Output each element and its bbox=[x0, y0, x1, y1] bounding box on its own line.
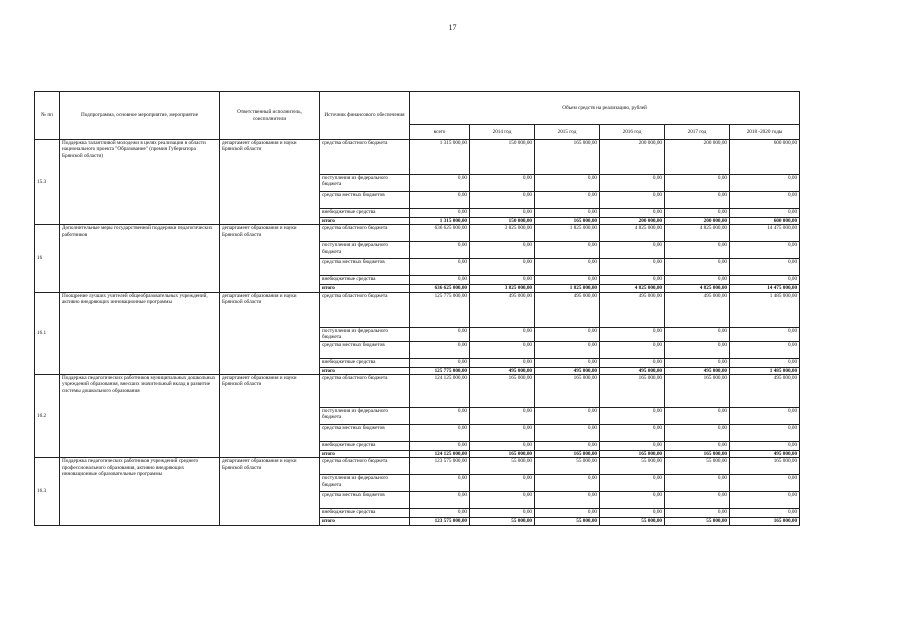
amount-cell: 0,00 bbox=[730, 341, 800, 358]
amount-cell: 0,00 bbox=[600, 276, 665, 285]
amount-cell: 0,00 bbox=[665, 341, 730, 358]
funding-source: поступления из федерального бюджета bbox=[320, 327, 410, 341]
amount-cell: 0,00 bbox=[730, 192, 800, 209]
amount-cell: 0,00 bbox=[665, 492, 730, 509]
funding-source: средства местных бюджетов bbox=[320, 259, 410, 276]
amount-cell: 14 475 000,00 bbox=[730, 285, 800, 292]
amount-cell: 0,00 bbox=[410, 475, 470, 492]
amount-cell: 55 000,00 bbox=[470, 518, 535, 525]
amount-cell: 3 825 000,00 bbox=[470, 285, 535, 292]
amount-cell: 165 000,00 bbox=[470, 375, 535, 408]
amount-cell: 0,00 bbox=[600, 408, 665, 425]
amount-cell: 55 000,00 bbox=[535, 458, 600, 475]
amount-cell: 1 485 000,00 bbox=[730, 367, 800, 374]
amount-cell: 165 000,00 bbox=[470, 451, 535, 458]
header-executor: Ответственный исполнитель, соисполнители bbox=[220, 92, 320, 140]
amount-cell: 495 000,00 bbox=[535, 367, 600, 374]
executor: департамент образования и науки Брянской области bbox=[220, 225, 320, 292]
amount-cell: 0,00 bbox=[600, 327, 665, 341]
amount-cell: 0,00 bbox=[730, 509, 800, 518]
amount-cell: 0,00 bbox=[410, 259, 470, 276]
amount-cell: 124 125 000,00 bbox=[410, 451, 470, 458]
funding-source: итого bbox=[320, 451, 410, 458]
amount-cell: 0,00 bbox=[600, 425, 665, 442]
amount-cell: 4 825 000,00 bbox=[600, 285, 665, 292]
table-row bbox=[35, 458, 800, 475]
amount-cell: 0,00 bbox=[410, 425, 470, 442]
amount-cell: 0,00 bbox=[410, 509, 470, 518]
amount-cell: 200 000,00 bbox=[665, 140, 730, 175]
amount-cell: 4 825 000,00 bbox=[665, 225, 730, 242]
amount-cell: 0,00 bbox=[470, 358, 535, 367]
amount-cell: 0,00 bbox=[730, 242, 800, 259]
amount-cell: 1 825 000,00 bbox=[535, 225, 600, 242]
amount-cell: 0,00 bbox=[665, 259, 730, 276]
header-num: № пп bbox=[35, 92, 60, 140]
amount-cell: 0,00 bbox=[665, 209, 730, 218]
amount-cell: 0,00 bbox=[535, 475, 600, 492]
amount-cell: 0,00 bbox=[665, 327, 730, 341]
amount-cell: 0,00 bbox=[730, 492, 800, 509]
header-year-2018-2020: 2018 -2020 годы bbox=[730, 125, 800, 140]
amount-cell: 150 000,00 bbox=[470, 140, 535, 175]
amount-cell: 0,00 bbox=[410, 327, 470, 341]
amount-cell: 125 775 000,00 bbox=[410, 367, 470, 374]
amount-cell: 200 000,00 bbox=[600, 140, 665, 175]
row-number: 16.1 bbox=[35, 292, 60, 374]
amount-cell: 495 000,00 bbox=[535, 292, 600, 327]
amount-cell: 0,00 bbox=[410, 492, 470, 509]
page-number: 17 bbox=[448, 23, 457, 32]
amount-cell: 165 000,00 bbox=[730, 518, 800, 525]
amount-cell: 495 000,00 bbox=[600, 292, 665, 327]
funding-source: итого bbox=[320, 367, 410, 374]
amount-cell: 0,00 bbox=[410, 442, 470, 451]
amount-cell: 495 000,00 bbox=[665, 367, 730, 374]
funding-source: итого bbox=[320, 518, 410, 525]
program-title: Дополнительные меры государственной поддержки педагогических работников bbox=[60, 225, 220, 292]
header-year-2017: 2017 год bbox=[665, 125, 730, 140]
amount-cell: 165 000,00 bbox=[535, 375, 600, 408]
executor: департамент образования и науки Брянской области bbox=[220, 140, 320, 225]
program-title: Поддержка талантливой молодежи в целях реализации в области национального проекта "Образование" (премия Губернатора Брянской области) bbox=[60, 140, 220, 225]
header-source: Источник финансового обеспечения bbox=[320, 92, 410, 140]
row-number: 16.2 bbox=[35, 375, 60, 458]
funding-source: поступления из федерального бюджета bbox=[320, 408, 410, 425]
row-number: 15.3 bbox=[35, 140, 60, 225]
amount-cell: 165 000,00 bbox=[600, 451, 665, 458]
amount-cell: 0,00 bbox=[470, 259, 535, 276]
amount-cell: 636 625 000,00 bbox=[410, 285, 470, 292]
amount-cell: 636 625 000,00 bbox=[410, 225, 470, 242]
table-body bbox=[35, 140, 800, 526]
amount-cell: 165 000,00 bbox=[730, 458, 800, 475]
amount-cell: 0,00 bbox=[730, 475, 800, 492]
amount-cell: 0,00 bbox=[470, 475, 535, 492]
program-title: Поддержка педагогических работников муниципальных дошкольных учреждений образования, внесших значительный вклад в развитие системы дошкольного образования bbox=[60, 375, 220, 458]
amount-cell: 55 000,00 bbox=[600, 518, 665, 525]
amount-cell: 4 825 000,00 bbox=[600, 225, 665, 242]
amount-cell: 200 000,00 bbox=[600, 218, 665, 225]
amount-cell: 0,00 bbox=[535, 341, 600, 358]
amount-cell: 0,00 bbox=[665, 442, 730, 451]
amount-cell: 0,00 bbox=[470, 341, 535, 358]
amount-cell: 0,00 bbox=[535, 509, 600, 518]
amount-cell: 14 475 000,00 bbox=[730, 225, 800, 242]
funding-source: средства областного бюджета bbox=[320, 375, 410, 408]
amount-cell: 0,00 bbox=[665, 175, 730, 192]
amount-cell: 0,00 bbox=[410, 276, 470, 285]
amount-cell: 0,00 bbox=[470, 492, 535, 509]
amount-cell: 0,00 bbox=[410, 242, 470, 259]
amount-cell: 0,00 bbox=[730, 442, 800, 451]
amount-cell: 55 000,00 bbox=[535, 518, 600, 525]
amount-cell: 0,00 bbox=[600, 242, 665, 259]
amount-cell: 0,00 bbox=[470, 209, 535, 218]
amount-cell: 0,00 bbox=[600, 509, 665, 518]
funding-source: средства областного бюджета bbox=[320, 140, 410, 175]
amount-cell: 0,00 bbox=[665, 242, 730, 259]
amount-cell: 0,00 bbox=[470, 442, 535, 451]
funding-source: внебюджетные средства bbox=[320, 509, 410, 518]
table-row bbox=[35, 292, 800, 327]
amount-cell: 0,00 bbox=[730, 209, 800, 218]
amount-cell: 0,00 bbox=[410, 341, 470, 358]
header-year-total: всего bbox=[410, 125, 470, 140]
header-year-2014: 2014 год bbox=[470, 125, 535, 140]
amount-cell: 0,00 bbox=[600, 442, 665, 451]
amount-cell: 0,00 bbox=[665, 509, 730, 518]
amount-cell: 0,00 bbox=[410, 358, 470, 367]
amount-cell: 0,00 bbox=[600, 475, 665, 492]
amount-cell: 123 575 000,00 bbox=[410, 458, 470, 475]
amount-cell: 495 000,00 bbox=[600, 367, 665, 374]
amount-cell: 0,00 bbox=[535, 327, 600, 341]
amount-cell: 0,00 bbox=[535, 276, 600, 285]
funding-source: средства местных бюджетов bbox=[320, 192, 410, 209]
funding-source: средства местных бюджетов bbox=[320, 492, 410, 509]
row-number: 16.3 bbox=[35, 458, 60, 525]
amount-cell: 165 000,00 bbox=[535, 140, 600, 175]
executor: департамент образования и науки Брянской области bbox=[220, 458, 320, 525]
amount-cell: 0,00 bbox=[730, 408, 800, 425]
amount-cell: 200 000,00 bbox=[665, 218, 730, 225]
header-year-2015: 2015 год bbox=[535, 125, 600, 140]
amount-cell: 0,00 bbox=[600, 358, 665, 367]
amount-cell: 123 575 000,00 bbox=[410, 518, 470, 525]
amount-cell: 0,00 bbox=[730, 327, 800, 341]
funding-source: внебюджетные средства bbox=[320, 442, 410, 451]
amount-cell: 165 000,00 bbox=[600, 375, 665, 408]
row-number: 16 bbox=[35, 225, 60, 292]
funding-source: поступления из федерального бюджета bbox=[320, 175, 410, 192]
amount-cell: 495 000,00 bbox=[730, 451, 800, 458]
amount-cell: 165 000,00 bbox=[535, 218, 600, 225]
amount-cell: 0,00 bbox=[665, 358, 730, 367]
budget-table bbox=[34, 91, 800, 526]
funding-source: внебюджетные средства bbox=[320, 276, 410, 285]
amount-cell: 1 315 000,00 bbox=[410, 218, 470, 225]
amount-cell: 0,00 bbox=[535, 442, 600, 451]
amount-cell: 0,00 bbox=[730, 425, 800, 442]
amount-cell: 0,00 bbox=[470, 192, 535, 209]
amount-cell: 0,00 bbox=[535, 358, 600, 367]
amount-cell: 0,00 bbox=[600, 341, 665, 358]
funding-source: поступления из федерального бюджета bbox=[320, 475, 410, 492]
amount-cell: 0,00 bbox=[730, 259, 800, 276]
amount-cell: 124 125 000,00 bbox=[410, 375, 470, 408]
amount-cell: 0,00 bbox=[730, 358, 800, 367]
amount-cell: 495 000,00 bbox=[470, 292, 535, 327]
amount-cell: 0,00 bbox=[535, 492, 600, 509]
amount-cell: 0,00 bbox=[730, 175, 800, 192]
amount-cell: 0,00 bbox=[665, 475, 730, 492]
funding-source: итого bbox=[320, 218, 410, 225]
table-row bbox=[35, 225, 800, 242]
amount-cell: 0,00 bbox=[535, 175, 600, 192]
amount-cell: 1 315 000,00 bbox=[410, 140, 470, 175]
header-program: Подпрограмма, основное мероприятие, мероприятие bbox=[60, 92, 220, 140]
amount-cell: 0,00 bbox=[600, 259, 665, 276]
amount-cell: 165 000,00 bbox=[665, 451, 730, 458]
amount-cell: 0,00 bbox=[600, 192, 665, 209]
header-year-2016: 2016 год bbox=[600, 125, 665, 140]
amount-cell: 0,00 bbox=[410, 209, 470, 218]
amount-cell: 55 000,00 bbox=[665, 458, 730, 475]
amount-cell: 165 000,00 bbox=[665, 375, 730, 408]
amount-cell: 0,00 bbox=[470, 408, 535, 425]
amount-cell: 0,00 bbox=[730, 276, 800, 285]
amount-cell: 1 485 000,00 bbox=[730, 292, 800, 327]
executor: департамент образования и науки Брянской области bbox=[220, 292, 320, 374]
funding-source: внебюджетные средства bbox=[320, 358, 410, 367]
amount-cell: 0,00 bbox=[410, 408, 470, 425]
header-volume: Объем средств на реализацию, рублей bbox=[410, 92, 800, 125]
amount-cell: 0,00 bbox=[665, 408, 730, 425]
amount-cell: 0,00 bbox=[665, 425, 730, 442]
amount-cell: 0,00 bbox=[535, 192, 600, 209]
amount-cell: 0,00 bbox=[410, 192, 470, 209]
amount-cell: 0,00 bbox=[535, 259, 600, 276]
amount-cell: 0,00 bbox=[600, 209, 665, 218]
amount-cell: 0,00 bbox=[535, 425, 600, 442]
funding-source: внебюджетные средства bbox=[320, 209, 410, 218]
funding-source: средства областного бюджета bbox=[320, 458, 410, 475]
table-row bbox=[35, 140, 800, 175]
amount-cell: 55 000,00 bbox=[600, 458, 665, 475]
amount-cell: 0,00 bbox=[470, 509, 535, 518]
amount-cell: 3 825 000,00 bbox=[470, 225, 535, 242]
funding-source: средства областного бюджета bbox=[320, 292, 410, 327]
amount-cell: 0,00 bbox=[410, 175, 470, 192]
amount-cell: 0,00 bbox=[535, 209, 600, 218]
table-row bbox=[35, 375, 800, 408]
amount-cell: 495 000,00 bbox=[470, 367, 535, 374]
amount-cell: 55 000,00 bbox=[470, 458, 535, 475]
amount-cell: 0,00 bbox=[600, 492, 665, 509]
program-title: Поощрение лучших учителей общеобразовательных учреждений, активно внедряющих инновационные программы bbox=[60, 292, 220, 374]
amount-cell: 4 825 000,00 bbox=[665, 285, 730, 292]
amount-cell: 0,00 bbox=[665, 192, 730, 209]
amount-cell: 0,00 bbox=[600, 175, 665, 192]
amount-cell: 150 000,00 bbox=[470, 218, 535, 225]
funding-source: средства местных бюджетов bbox=[320, 425, 410, 442]
amount-cell: 165 000,00 bbox=[535, 451, 600, 458]
amount-cell: 0,00 bbox=[535, 242, 600, 259]
funding-source: средства областного бюджета bbox=[320, 225, 410, 242]
program-title: Поддержка педагогических работников учреждений среднего профессионального образования, активно внедряющих инновационные образовательные программы bbox=[60, 458, 220, 525]
amount-cell: 495 000,00 bbox=[730, 375, 800, 408]
amount-cell: 0,00 bbox=[470, 327, 535, 341]
amount-cell: 0,00 bbox=[535, 408, 600, 425]
amount-cell: 600 000,00 bbox=[730, 218, 800, 225]
amount-cell: 0,00 bbox=[470, 276, 535, 285]
amount-cell: 125 775 000,00 bbox=[410, 292, 470, 327]
amount-cell: 0,00 bbox=[470, 425, 535, 442]
amount-cell: 55 000,00 bbox=[665, 518, 730, 525]
amount-cell: 0,00 bbox=[665, 276, 730, 285]
funding-source: итого bbox=[320, 285, 410, 292]
amount-cell: 0,00 bbox=[470, 175, 535, 192]
executor: департамент образования и науки Брянской области bbox=[220, 375, 320, 458]
funding-source: поступления из федерального бюджета bbox=[320, 242, 410, 259]
funding-source: средства местных бюджетов bbox=[320, 341, 410, 358]
amount-cell: 0,00 bbox=[470, 242, 535, 259]
amount-cell: 600 000,00 bbox=[730, 140, 800, 175]
amount-cell: 495 000,00 bbox=[665, 292, 730, 327]
amount-cell: 1 825 000,00 bbox=[535, 285, 600, 292]
